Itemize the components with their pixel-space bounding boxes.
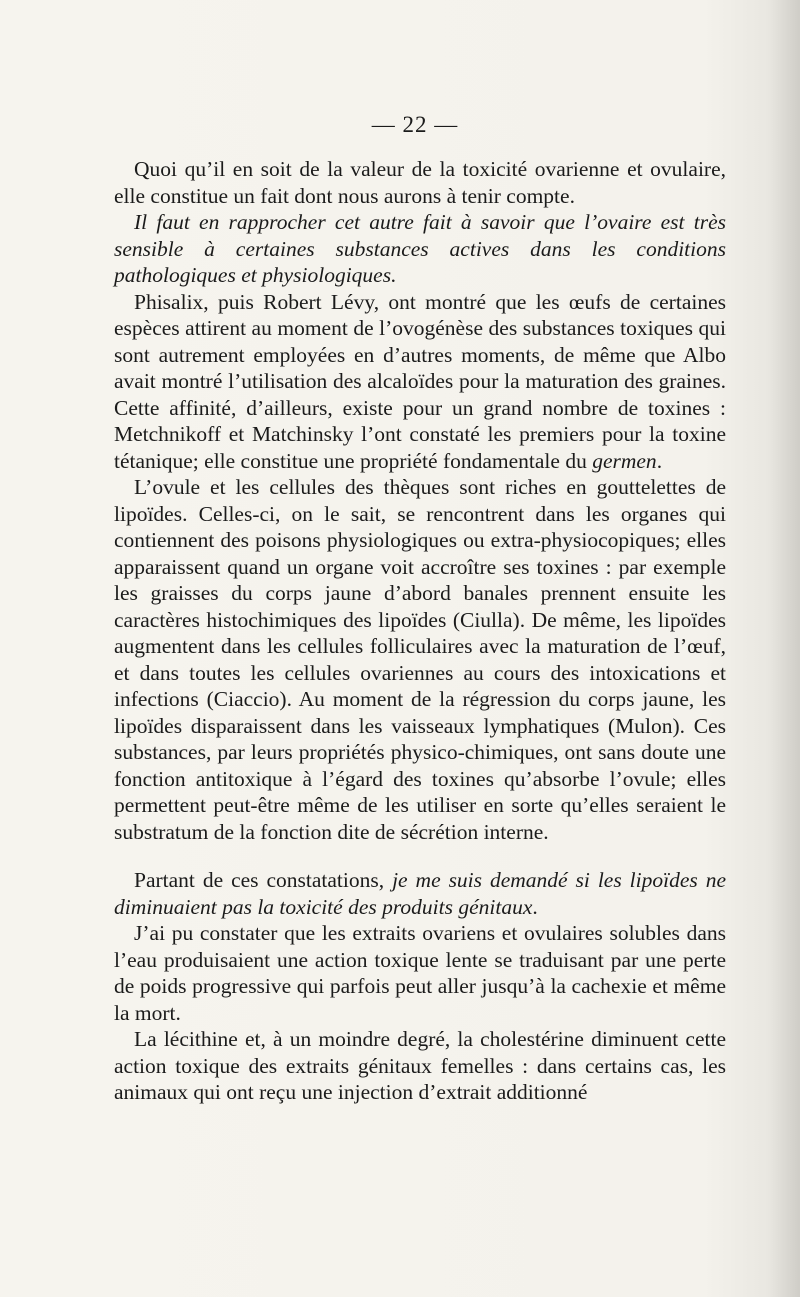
italic-hypothesis: je me suis demandé si les lipoïdes ne diminuaient pas la toxicité des produits génitaux (114, 868, 726, 919)
body-text (114, 156, 726, 1106)
paragraph-text: Partant de ces constatations, (134, 868, 393, 892)
paragraph-ovary-sensitivity (114, 209, 726, 289)
page-number: — 22 — (371, 112, 459, 137)
paragraph-tail: . (532, 894, 538, 919)
paragraph-text: Phisalix, puis Robert Lévy, ont montré que les œufs de certaines espèces attirent au moment de l’ovogénèse des substances toxiques qui sont autrement employées en d’autres moments, de même que Albo avait montré l’utilisation des alcaloïdes pour la maturation des graines. Cette affinité, d’ailleurs, existe pour un grand nombre de toxines : Metchnikoff et Matchinsky l’ont constaté les premiers pour la toxine tétanique; elle constitue une propriété fondamentale du (114, 289, 726, 473)
paragraph-text: L’ovule et les cellules des thèques sont riches en gouttelettes de lipoïdes. Celles-ci, on le sait, se rencontrent dans les organes qui contiennent des poisons physiologiques ou extra-physiocopiques; elles apparaissent quand un organe voit accroître ses toxines : par exemple les graisses du corps jaune d’abord banales prennent ensuite les caractères histochimiques des lipoïdes (Ciulla). De même, les lipoïdes augmentent dans les cellules folliculaires avec la maturation de l’œuf, et dans toutes les cellules ovariennes au cours des intoxications et infections (Ciaccio). Au moment de la régression du corps jaune, les lipoïdes disparaissent dans les vaisseaux lymphatiques (Mulon). Ces substances, par leurs propriétés physico-chimiques, ont sans doute une fonction antitoxique à l’égard des toxines qu’absorbe l’ovule; elles permettent peut-être même de les utiliser en sorte qu’elles seraient le substratum de la fonction dite de sécrétion interne. (114, 475, 726, 844)
paragraph-lipoids (114, 474, 726, 845)
italic-statement: Il faut en rapprocher cet autre fait à savoir que l’ovaire est très sensible à certaines substances actives dans les conditions pathologiques et physiologiques. (114, 210, 726, 287)
paragraph-hypothesis (114, 867, 726, 920)
paragraph-text: Quoi qu’il en soit de la valeur de la toxicité ovarienne et ovulaire, elle constitue un fait dont nous aurons à tenir compte. (114, 157, 726, 208)
paragraph-phisalix-levy (114, 289, 726, 475)
paragraph-toxicity-value (114, 156, 726, 209)
paragraph-text: La lécithine et, à un moindre degré, la cholestérine diminuent cette action toxique des extraits génitaux femelles : dans certains cas, les animaux qui ont reçu une injection d’extrait additionné (114, 1027, 726, 1104)
paragraph-extracts (114, 920, 726, 1026)
paragraph-tail: . (656, 448, 663, 473)
paragraph-text: J’ai pu constater que les extraits ovariens et ovulaires solubles dans l’eau produisaient une action toxique lente se traduisant par une perte de poids progressive qui parfois peut aller jusqu’à la cachexie et même la mort. (114, 921, 726, 1025)
italic-term: germen (592, 448, 657, 473)
paragraph-lecithin (114, 1026, 726, 1106)
